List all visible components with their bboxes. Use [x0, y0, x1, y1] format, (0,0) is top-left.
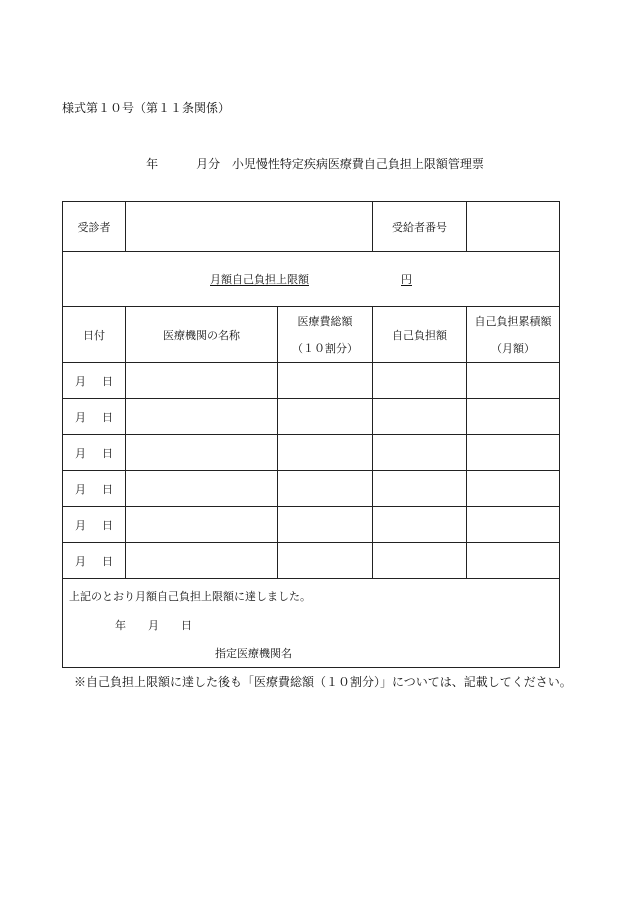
title-year: 年 [146, 157, 159, 171]
date-cell[interactable] [63, 507, 126, 543]
certification-statement: 上記のとおり月額自己負担上限額に達しました。 [69, 590, 311, 603]
month-label: 月 [75, 554, 86, 568]
title-text: 小児慢性特定疾病医療費自己負担上限額管理票 [231, 157, 484, 171]
monthly-limit-line [210, 273, 412, 286]
title-month: 月分 [196, 157, 221, 171]
footnote: ※自己負担上限額に達した後も「医療費総額（１０割分）」については、記載してください。 [74, 675, 572, 689]
total-cost-cell[interactable] [278, 543, 373, 579]
recipient-field[interactable] [126, 202, 373, 252]
day-label: 日 [102, 518, 113, 532]
day-label: 日 [102, 410, 113, 424]
header-total-cost-line2: （１０割分） [292, 341, 358, 355]
recipient-number-field[interactable] [467, 202, 560, 252]
monthly-limit-unit: 円 [401, 273, 412, 286]
self-pay-cell[interactable] [373, 543, 467, 579]
month-label: 月 [75, 374, 86, 388]
cumulative-cell[interactable] [467, 363, 560, 399]
self-pay-cell[interactable] [373, 363, 467, 399]
day-label: 日 [102, 554, 113, 568]
self-pay-cell[interactable] [373, 435, 467, 471]
self-pay-cell[interactable] [373, 399, 467, 435]
institution-cell[interactable] [126, 471, 278, 507]
header-institution: 医療機関の名称 [126, 307, 278, 363]
table-row [63, 471, 560, 507]
month-label: 月 [75, 518, 86, 532]
header-cumulative [467, 307, 560, 363]
table-row [63, 435, 560, 471]
monthly-limit-cell[interactable] [63, 252, 560, 307]
header-total-cost-line1: 医療費総額 [297, 314, 353, 328]
certification-cell[interactable] [63, 579, 560, 668]
page-title [0, 155, 630, 172]
total-cost-cell[interactable] [278, 399, 373, 435]
header-date: 日付 [63, 307, 126, 363]
institution-cell[interactable] [126, 435, 278, 471]
header-self-pay: 自己負担額 [373, 307, 467, 363]
header-cumulative-line1: 自己負担累積額 [474, 314, 552, 328]
day-label: 日 [102, 374, 113, 388]
table-row [63, 363, 560, 399]
cumulative-cell[interactable] [467, 435, 560, 471]
cumulative-cell[interactable] [467, 507, 560, 543]
cumulative-cell[interactable] [467, 399, 560, 435]
month-label: 月 [75, 482, 86, 496]
date-cell[interactable] [63, 399, 126, 435]
institution-cell[interactable] [126, 399, 278, 435]
self-pay-cell[interactable] [373, 507, 467, 543]
management-table [62, 201, 560, 668]
certification-date [115, 617, 214, 633]
table-row [63, 507, 560, 543]
table-row [63, 399, 560, 435]
designated-institution-label: 指定医療機関名 [215, 647, 292, 660]
total-cost-cell[interactable] [278, 471, 373, 507]
monthly-limit-label: 月額自己負担上限額 [210, 273, 309, 286]
institution-cell[interactable] [126, 363, 278, 399]
header-total-cost [278, 307, 373, 363]
date-cell[interactable] [63, 435, 126, 471]
recipient-label: 受診者 [63, 202, 126, 252]
header-cumulative-line2: （月額） [491, 341, 535, 355]
table-row [63, 543, 560, 579]
cert-day: 日 [181, 619, 192, 632]
total-cost-cell[interactable] [278, 507, 373, 543]
total-cost-cell[interactable] [278, 363, 373, 399]
date-cell[interactable] [63, 471, 126, 507]
total-cost-cell[interactable] [278, 435, 373, 471]
cumulative-cell[interactable] [467, 543, 560, 579]
date-cell[interactable] [63, 363, 126, 399]
month-label: 月 [75, 446, 86, 460]
day-label: 日 [102, 446, 113, 460]
institution-cell[interactable] [126, 507, 278, 543]
recipient-number-label: 受給者番号 [373, 202, 467, 252]
institution-cell[interactable] [126, 543, 278, 579]
cert-year: 年 [115, 619, 126, 632]
month-label: 月 [75, 410, 86, 424]
cumulative-cell[interactable] [467, 471, 560, 507]
day-label: 日 [102, 482, 113, 496]
date-cell[interactable] [63, 543, 126, 579]
self-pay-cell[interactable] [373, 471, 467, 507]
form-number: 様式第１０号（第１１条関係） [62, 101, 231, 115]
cert-month: 月 [148, 619, 159, 632]
